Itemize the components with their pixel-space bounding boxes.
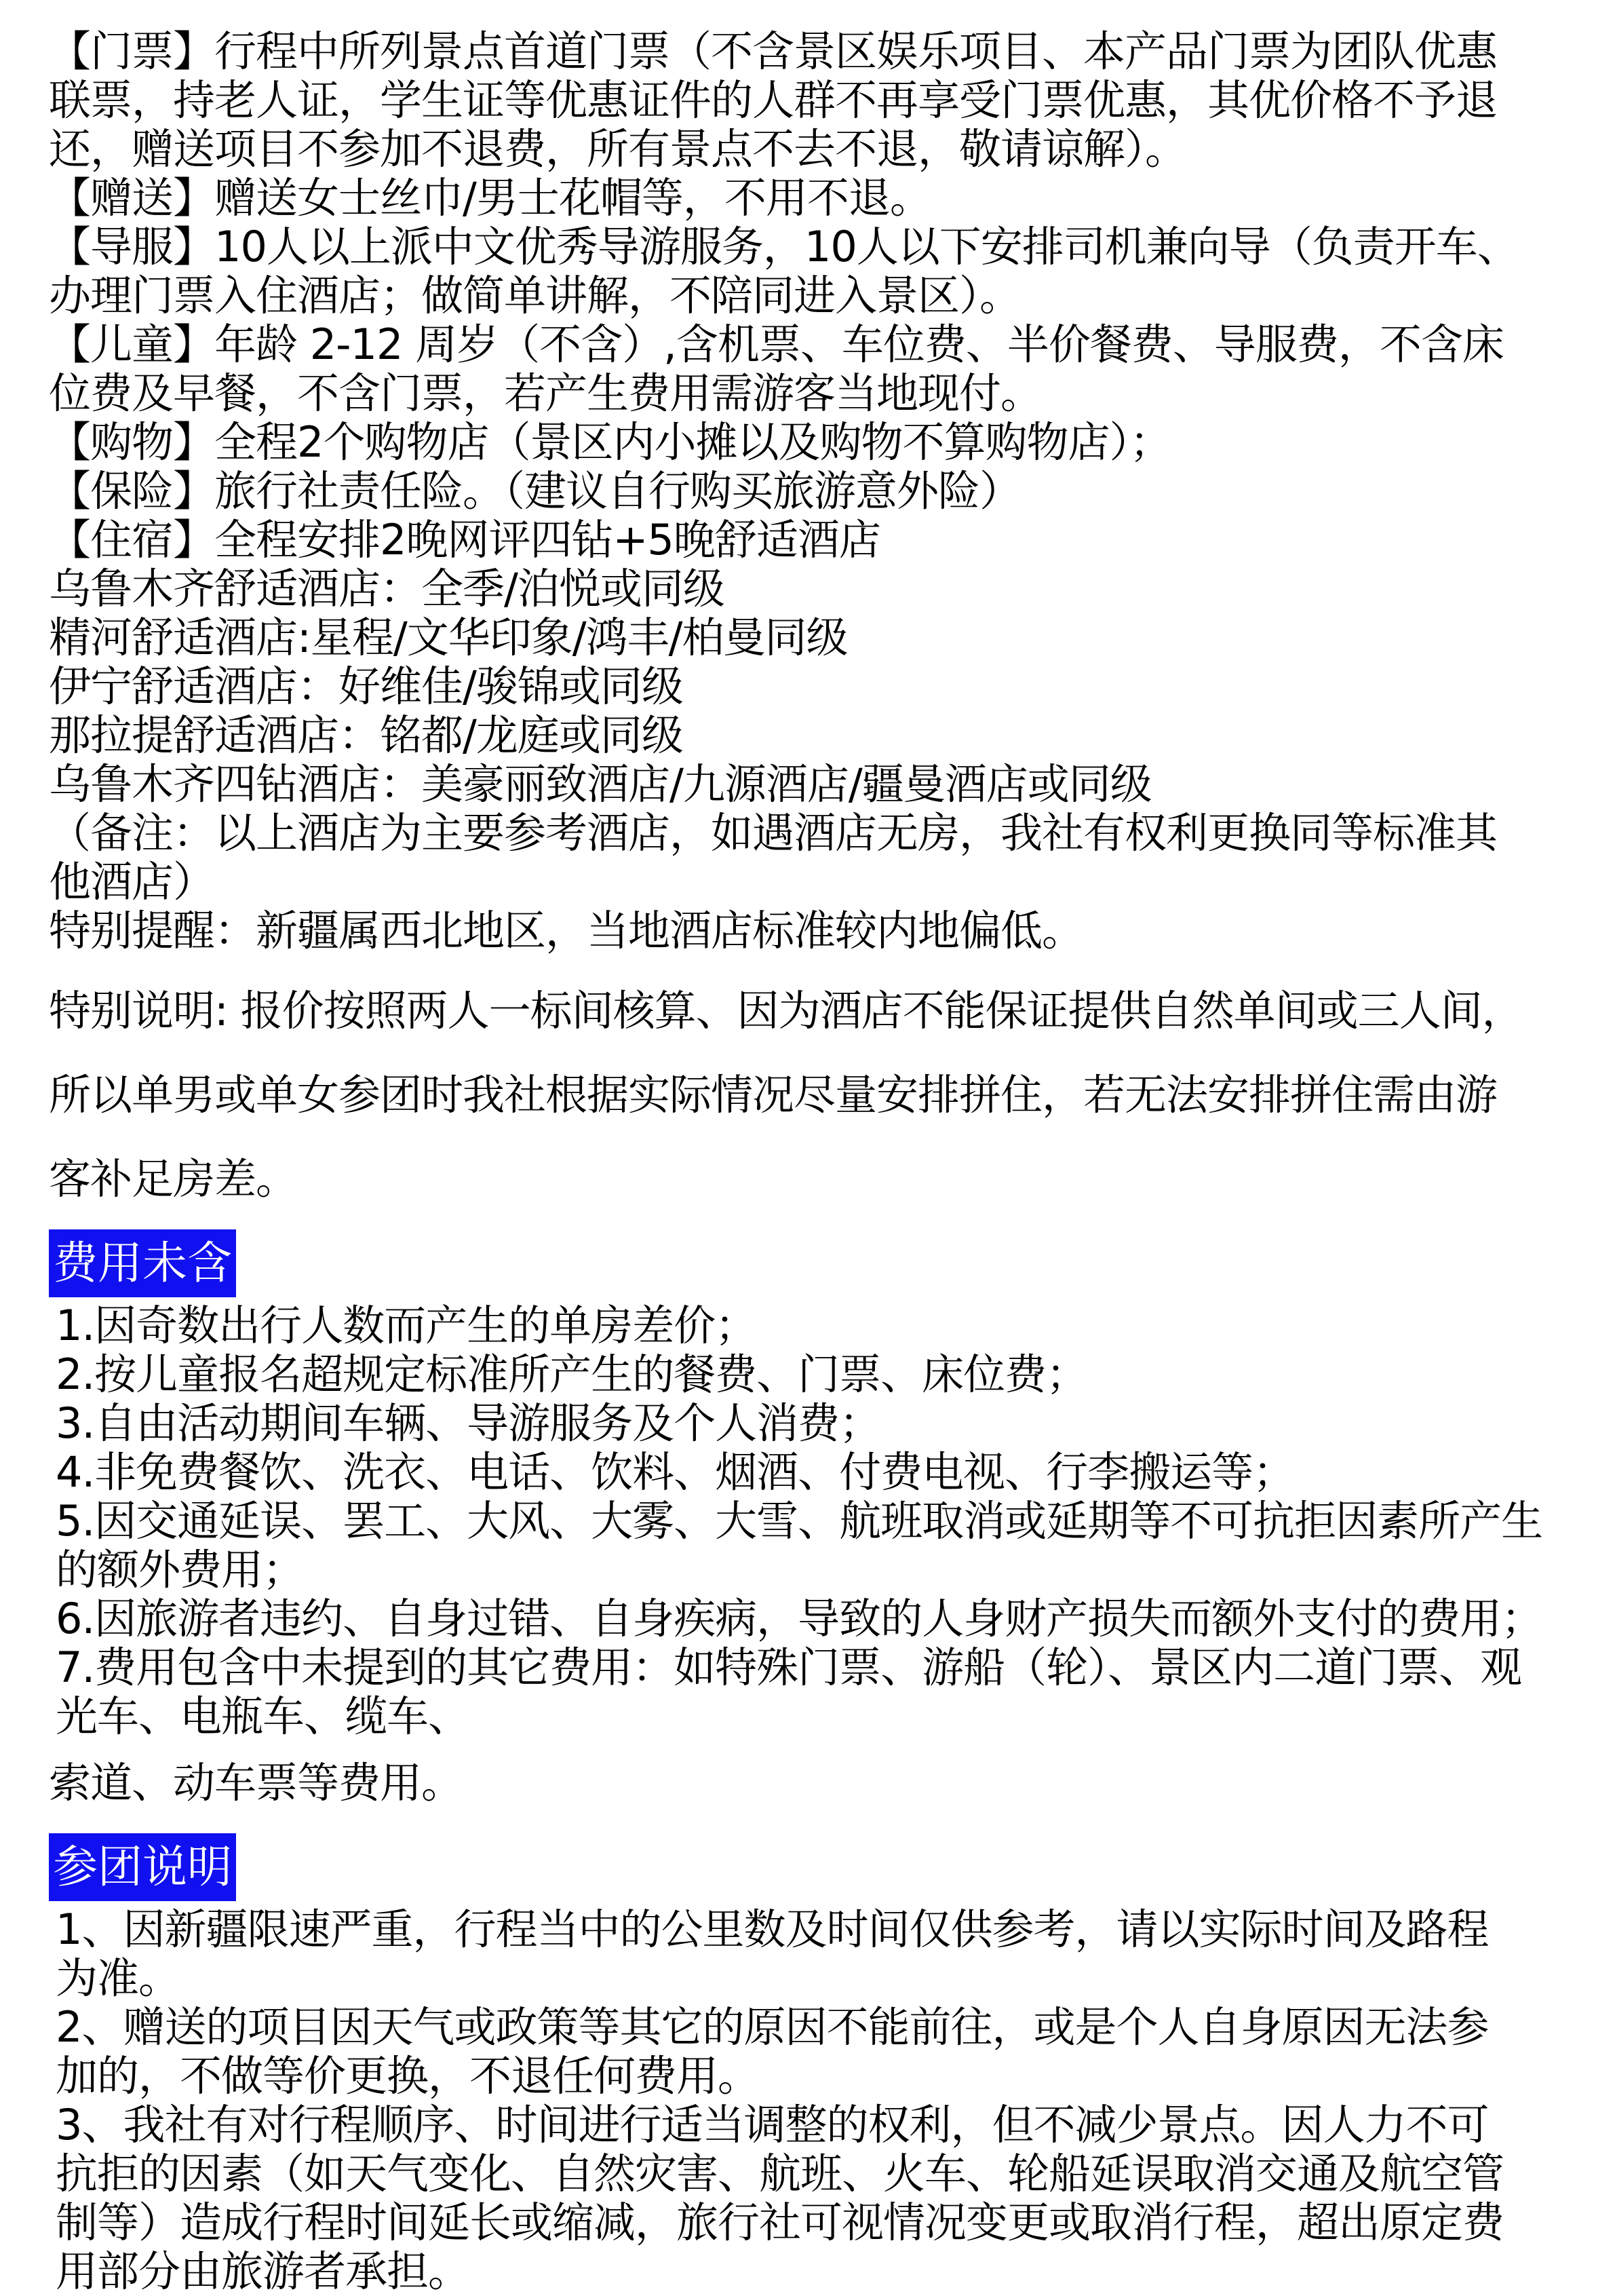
list-item: 3.自由活动期间车辆、导游服务及个人消费； xyxy=(56,1398,881,1448)
list-item: 抗拒的因素（如天气变化、自然灾害、航班、火车、轮船延误取消交通及航空管 xyxy=(56,2149,1504,2198)
excluded-section xyxy=(49,1221,1589,1825)
list-item: 为准。 xyxy=(56,1953,180,2003)
notes-section xyxy=(49,1825,1589,2296)
list-item: 3、我社有对行程顺序、时间进行适当调整的权利，但不减少景点。因人力不可 xyxy=(56,2100,1489,2149)
text-line: 乌鲁木齐四钻酒店：美豪丽致酒店/九源酒店/疆曼酒店或同级 xyxy=(49,759,1152,809)
section-heading: 费用未含 xyxy=(49,1229,236,1297)
list-item: 7.费用包含中未提到的其它费用：如特殊门票、游船（轮）、景区内二道门票、观 xyxy=(56,1643,1522,1692)
text-line: 【儿童】年龄 2-12 周岁（不含）,含机票、车位费、半价餐费、导服费，不含床 xyxy=(49,320,1504,369)
text-line: 【门票】行程中所列景点首道门票（不含景区娱乐项目、本产品门票为团队优惠 xyxy=(49,26,1498,76)
list-item: 制等）造成行程时间延长或缩减，旅行社可视情况变更或取消行程，超出原定费 xyxy=(56,2198,1504,2247)
text-line: 特别说明: 报价按照两人一标间核算、因为酒店不能保证提供自然单间或三人间， xyxy=(49,986,1523,1035)
text-line: （备注：以上酒店为主要参考酒店，如遇酒店无房，我社有权利更换同等标准其 xyxy=(49,808,1498,858)
section-heading: 参团说明 xyxy=(49,1833,236,1901)
text-line: 办理门票入住酒店；做简单讲解，不陪同进入景区）。 xyxy=(49,271,1021,320)
text-line: 还，赠送项目不参加不退费，所有景点不去不退，敬请谅解）。 xyxy=(49,124,1187,174)
list-item: 6.因旅游者违约、自身过错、自身疾病，导致的人身财产损失而额外支付的费用； xyxy=(56,1594,1543,1643)
list-item: 4.非免费餐饮、洗衣、电话、饮料、烟酒、付费电视、行李搬运等； xyxy=(56,1447,1295,1497)
text-line: 【赠送】赠送女士丝巾/男士花帽等，不用不退。 xyxy=(49,173,931,223)
text-line: 所以单男或单女参团时我社根据实际情况尽量安排拼住，若无法安排拼住需由游 xyxy=(49,1070,1498,1120)
list-item: 索道、动车票等费用。 xyxy=(49,1758,463,1807)
intro-section xyxy=(49,27,1589,1221)
document-page xyxy=(49,27,1589,2296)
text-line: 特别提醒：新疆属西北地区，当地酒店标准较内地偏低。 xyxy=(49,906,1084,955)
text-line: 精河舒适酒店:星程/文华印象/鸿丰/柏曼同级 xyxy=(49,613,848,662)
list-item: 5.因交通延误、罢工、大风、大雾、大雪、航班取消或延期等不可抗拒因素所产生 xyxy=(56,1496,1543,1546)
list-item: 加的，不做等价更换，不退任何费用。 xyxy=(56,2051,760,2101)
text-line: 【购物】全程2个购物店（景区内小摊以及购物不算购物店）； xyxy=(49,417,1171,467)
text-line: 【导服】10人以上派中文优秀导游服务，10人以下安排司机兼向导（负责开车、 xyxy=(49,222,1519,271)
list-item: 的额外费用； xyxy=(56,1545,305,1594)
text-line: 客补足房差。 xyxy=(49,1154,298,1204)
list-item: 1.因奇数出行人数而产生的单房差价； xyxy=(56,1301,757,1350)
text-line: 【住宿】全程安排2晚网评四钻+5晚舒适酒店 xyxy=(49,515,880,565)
text-line: 乌鲁木齐舒适酒店：全季/泊悦或同级 xyxy=(49,564,724,613)
list-item: 2.按儿童报名超规定标准所产生的餐费、门票、床位费； xyxy=(56,1350,1088,1399)
list-item: 光车、电瓶车、缆车、 xyxy=(56,1691,470,1741)
list-item: 1、因新疆限速严重，行程当中的公里数及时间仅供参考，请以实际时间及路程 xyxy=(56,1905,1489,1954)
text-line: 联票，持老人证，学生证等优惠证件的人群不再享受门票优惠，其优价格不予退 xyxy=(49,75,1498,125)
list-item: 用部分由旅游者承担。 xyxy=(56,2246,470,2296)
list-item: 2、赠送的项目因天气或政策等其它的原因不能前往，或是个人自身原因无法参 xyxy=(56,2002,1489,2052)
text-line: 伊宁舒适酒店：好维佳/骏锦或同级 xyxy=(49,662,683,711)
text-line: 那拉提舒适酒店：铭都/龙庭或同级 xyxy=(49,710,683,760)
text-line: 他酒店） xyxy=(49,857,215,906)
text-line: 位费及早餐，不含门票，若产生费用需游客当地现付。 xyxy=(49,368,1043,418)
text-line: 【保险】旅行社责任险。（建议自行购买旅游意外险） xyxy=(49,466,1021,516)
